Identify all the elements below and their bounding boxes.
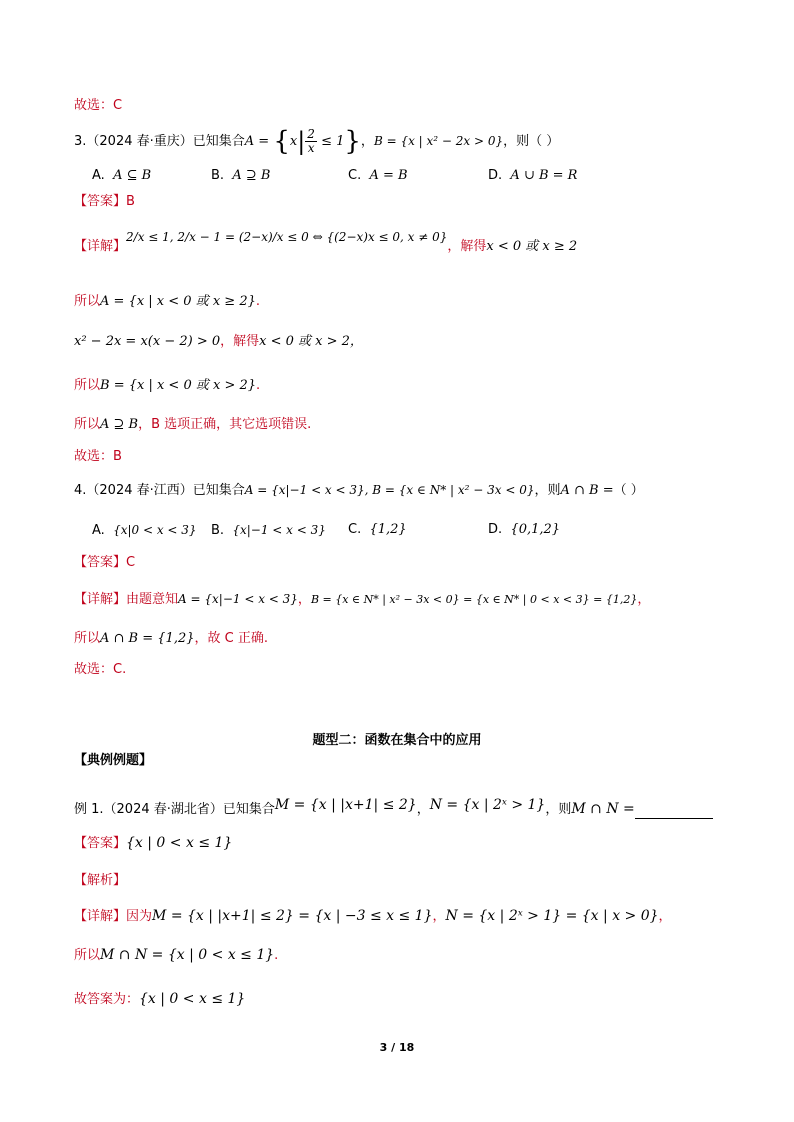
q3-stem-prefix: 3.（2024 春·重庆）已知集合 bbox=[74, 134, 245, 149]
answer-blank[interactable] bbox=[635, 804, 713, 819]
ex1-line-2: 所以M ∩ N = {x | 0 < x ≤ 1}. bbox=[74, 947, 279, 963]
ex1-final: 故答案为：{x | 0 < x ≤ 1} bbox=[74, 991, 246, 1007]
q4-line-2: 所以A ∩ B = {1,2}，故 C 正确. bbox=[74, 631, 268, 646]
q3-stem-suffix: ，则（ ） bbox=[503, 134, 560, 149]
ex1-stem: 例 1.（2024 春·湖北省）已知集合M = {x | |x+1| ≤ 2}，N = {x | 2ˣ > 1}，则M ∩ N = bbox=[74, 800, 713, 819]
q4-final: 故选：C. bbox=[74, 662, 127, 677]
q4-answer: 【答案】C bbox=[74, 555, 136, 570]
q3-set-a: A = {x| $\frac{2}{x}$ ≤ 1} bbox=[244, 126, 361, 157]
ex1-analysis: 【解析】 bbox=[74, 873, 127, 888]
q4-option-b[interactable]: B. {x|−1 < x < 3} bbox=[211, 523, 326, 538]
q3-line-5: 所以A ⊇ B，B 选项正确，其它选项错误. bbox=[74, 417, 312, 432]
q3-set-b: B = {x | x² − 2x > 0} bbox=[373, 134, 504, 148]
q3-answer: 【答案】B bbox=[74, 194, 135, 209]
ex1-answer: 【答案】{x | 0 < x ≤ 1} bbox=[74, 835, 233, 851]
q3-line-2: 所以A = {x | x < 0 或 x ≥ 2}. bbox=[74, 294, 261, 309]
q3-stem bbox=[74, 128, 559, 155]
q3-option-d[interactable]: D. A ∪ B = R bbox=[488, 168, 578, 183]
page-number: 3 / 18 bbox=[379, 1041, 415, 1054]
q3-line-3: x² − 2x = x(x − 2) > 0，解得x < 0 或 x > 2， bbox=[74, 334, 363, 349]
q4-stem: 4.（2024 春·江西）已知集合A = {x|−1 < x < 3}, B = {x ∈ N* | x² − 3x < 0}，则A ∩ B =（ ） bbox=[74, 483, 644, 498]
section-subtitle: 【典例例题】 bbox=[74, 753, 153, 768]
q3-detail-1: 【详解】2/x ≤ 1, 2/x − 1 = (2−x)/x ≤ 0 ⇔ {(2−x)x ≤ 0, x ≠ 0}，解得x < 0 或 x ≥ 2 bbox=[74, 229, 578, 254]
q3-line-4: 所以B = {x | x < 0 或 x > 2}. bbox=[74, 378, 261, 393]
q4-option-c[interactable]: C. {1,2} bbox=[348, 522, 407, 537]
q3-option-b[interactable]: B. A ⊇ B bbox=[211, 168, 271, 183]
q3-final: 故选：B bbox=[74, 449, 122, 464]
q3-option-c[interactable]: C. A = B bbox=[348, 168, 408, 183]
section-title: 题型二：函数在集合中的应用 bbox=[312, 733, 482, 748]
q4-option-d[interactable]: D. {0,1,2} bbox=[488, 522, 561, 537]
q3-option-a[interactable]: A. A ⊆ B bbox=[92, 168, 152, 183]
q4-option-a[interactable]: A. {x|0 < x < 3} bbox=[92, 523, 197, 538]
prev-final-answer: 故选：C bbox=[74, 98, 123, 113]
q4-detail: 【详解】由题意知A = {x|−1 < x < 3}，B = {x ∈ N* | x² − 3x < 0} = {x ∈ N* | 0 < x < 3} = {1,2}， bbox=[74, 592, 651, 607]
q3-stem-mid: ， bbox=[360, 134, 374, 149]
ex1-detail: 【详解】因为M = {x | |x+1| ≤ 2} = {x | −3 ≤ x ≤ 1}，N = {x | 2ˣ > 1} = {x | x > 0}， bbox=[74, 908, 672, 924]
q3-detail-math: 2/x ≤ 1, 2/x − 1 = (2−x)/x ≤ 0 ⇔ {(2−x)x ≤ 0, x ≠ 0} bbox=[126, 229, 448, 244]
